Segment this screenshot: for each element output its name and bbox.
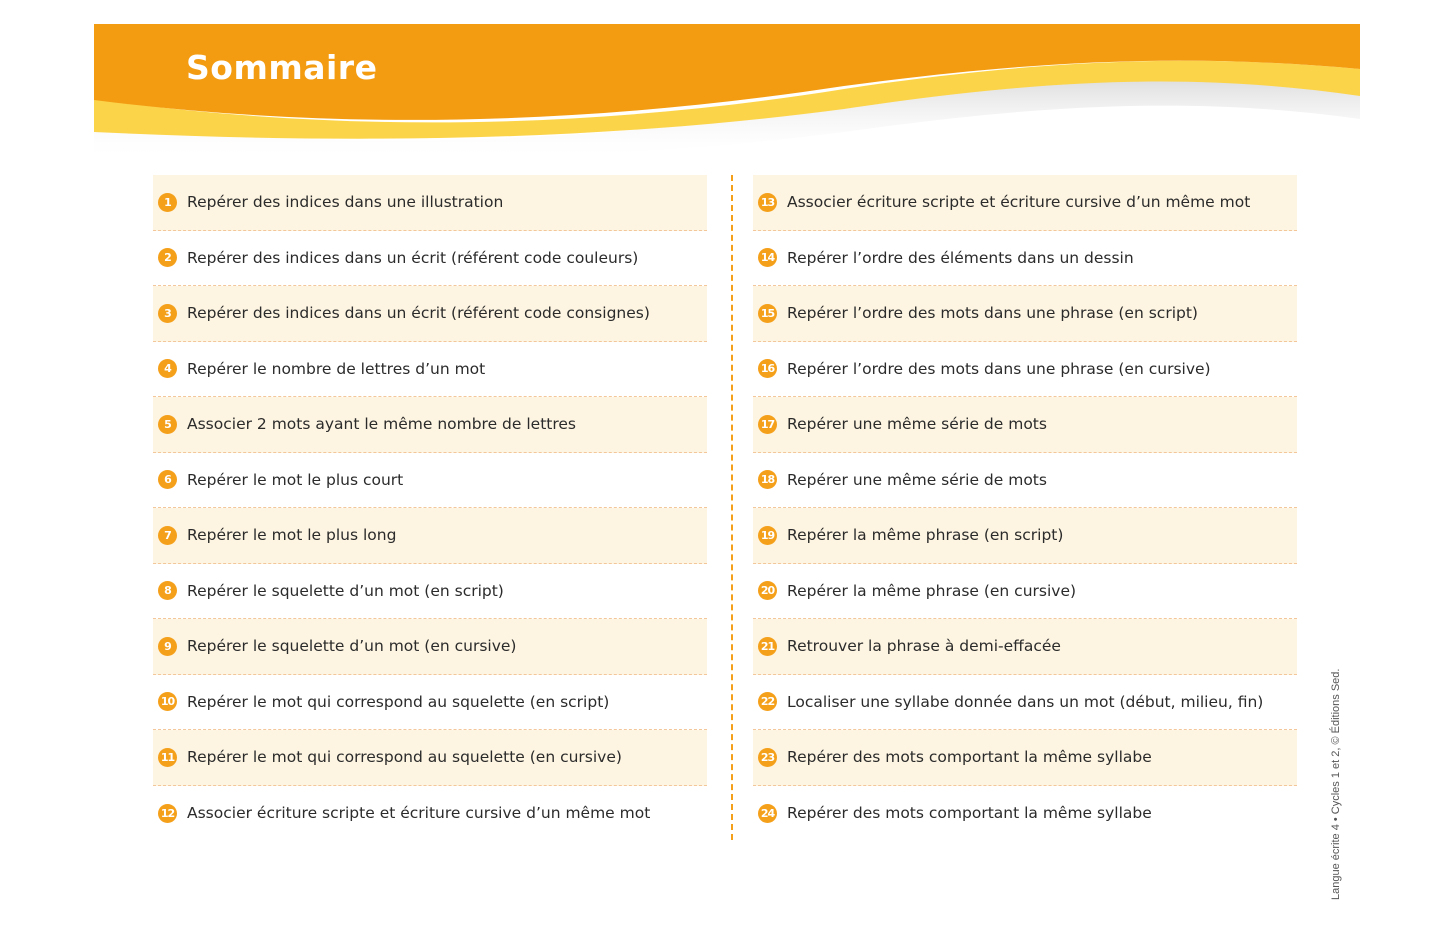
item-label: Associer 2 mots ayant le même nombre de lettres (187, 415, 576, 434)
item-label: Repérer l’ordre des éléments dans un dessin (787, 248, 1134, 267)
item-label: Associer écriture scripte et écriture cursive d’un même mot (787, 193, 1251, 212)
copyright-credit: Langue écrite 4 • Cycles 1 et 2, © Éditions Sed. (1330, 668, 1342, 900)
summary-item (753, 342, 1297, 398)
item-label: Repérer le mot qui correspond au squelette (en script) (187, 692, 610, 711)
item-number-badge: 15 (758, 304, 777, 323)
item-label: Repérer le squelette d’un mot (en cursive) (187, 637, 517, 656)
banner-wave-graphic (94, 24, 1360, 159)
item-number-badge: 21 (758, 637, 777, 656)
item-label: Repérer la même phrase (en script) (787, 526, 1064, 545)
item-number-badge: 23 (758, 748, 777, 767)
item-number-badge: 24 (758, 804, 777, 823)
summary-item (153, 286, 707, 342)
item-label: Repérer des indices dans une illustration (187, 193, 504, 212)
summary-item (153, 730, 707, 786)
item-number-badge: 13 (758, 193, 777, 212)
item-number-badge: 1 (158, 193, 177, 212)
summary-item (153, 453, 707, 509)
summary-column-right (753, 175, 1297, 841)
summary-item (153, 786, 707, 842)
item-number-badge: 12 (158, 804, 177, 823)
item-label: Repérer le mot qui correspond au squelette (en cursive) (187, 748, 622, 767)
summary-item (753, 564, 1297, 620)
item-label: Repérer des indices dans un écrit (référent code couleurs) (187, 248, 639, 267)
item-number-badge: 11 (158, 748, 177, 767)
item-number-badge: 17 (758, 415, 777, 434)
summary-item (153, 564, 707, 620)
item-number-badge: 20 (758, 581, 777, 600)
summary-item (753, 231, 1297, 287)
item-label: Repérer le nombre de lettres d’un mot (187, 359, 486, 378)
item-label: Retrouver la phrase à demi-effacée (787, 637, 1061, 656)
item-label: Repérer le squelette d’un mot (en script) (187, 581, 504, 600)
item-label: Repérer des mots comportant la même syllabe (787, 748, 1152, 767)
item-number-badge: 4 (158, 359, 177, 378)
summary-item (753, 508, 1297, 564)
item-number-badge: 16 (758, 359, 777, 378)
summary-item (753, 619, 1297, 675)
item-label: Repérer la même phrase (en cursive) (787, 581, 1077, 600)
summary-item (153, 342, 707, 398)
summary-item (753, 786, 1297, 842)
item-number-badge: 10 (158, 692, 177, 711)
item-label: Repérer l’ordre des mots dans une phrase (en script) (787, 304, 1198, 323)
item-number-badge: 3 (158, 304, 177, 323)
item-number-badge: 5 (158, 415, 177, 434)
item-number-badge: 22 (758, 692, 777, 711)
item-number-badge: 9 (158, 637, 177, 656)
summary-item (753, 453, 1297, 509)
summary-item (753, 730, 1297, 786)
item-label: Repérer une même série de mots (787, 415, 1047, 434)
summary-item (153, 175, 707, 231)
item-label: Repérer le mot le plus court (187, 470, 404, 489)
item-label: Localiser une syllabe donnée dans un mot (début, milieu, fin) (787, 692, 1264, 711)
summary-item (753, 397, 1297, 453)
summary-item (153, 508, 707, 564)
item-label: Repérer le mot le plus long (187, 526, 397, 545)
item-number-badge: 14 (758, 248, 777, 267)
item-number-badge: 7 (158, 526, 177, 545)
item-label: Repérer une même série de mots (787, 470, 1047, 489)
item-label: Repérer des mots comportant la même syllabe (787, 804, 1152, 823)
page-title: Sommaire (186, 48, 378, 87)
summary-item (153, 619, 707, 675)
header-banner (94, 24, 1360, 159)
item-number-badge: 6 (158, 470, 177, 489)
item-number-badge: 19 (758, 526, 777, 545)
summary-item (753, 175, 1297, 231)
summary-item (753, 286, 1297, 342)
summary-item (153, 675, 707, 731)
item-label: Repérer l’ordre des mots dans une phrase (en cursive) (787, 359, 1211, 378)
item-number-badge: 2 (158, 248, 177, 267)
column-divider (731, 175, 733, 840)
summary-column-left (153, 175, 707, 841)
summary-item (153, 231, 707, 287)
item-label: Associer écriture scripte et écriture cursive d’un même mot (187, 804, 651, 823)
summary-item (153, 397, 707, 453)
item-label: Repérer des indices dans un écrit (référent code consignes) (187, 304, 650, 323)
summary-item (753, 675, 1297, 731)
item-number-badge: 18 (758, 470, 777, 489)
item-number-badge: 8 (158, 581, 177, 600)
